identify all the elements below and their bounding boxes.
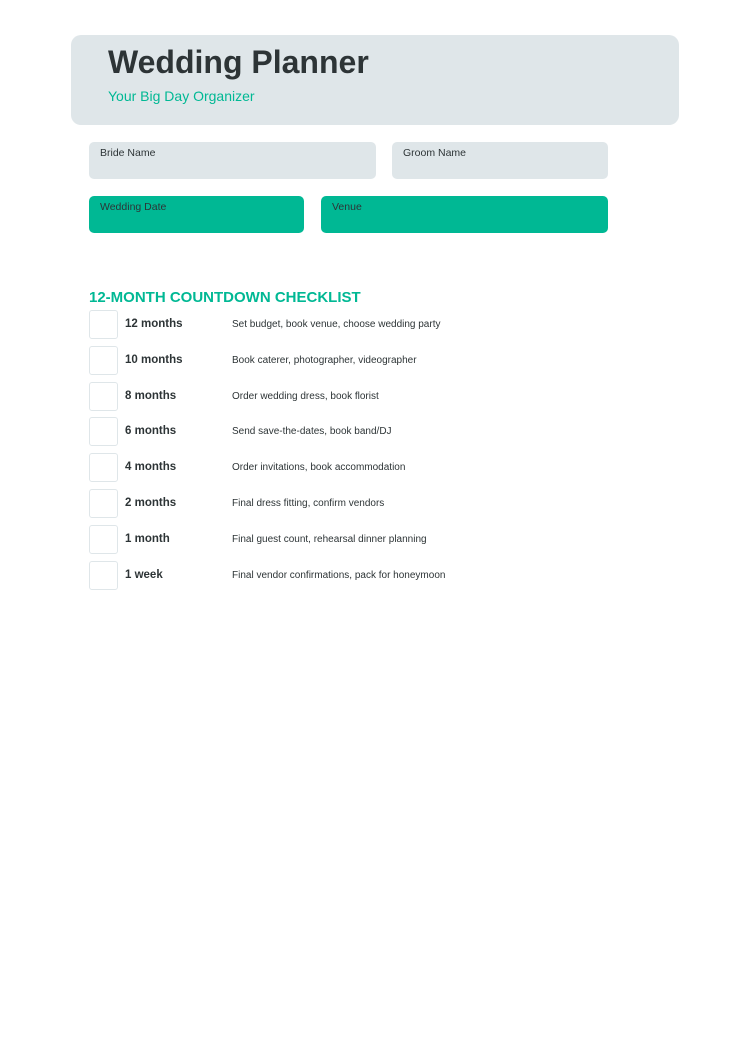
checklist-row xyxy=(89,561,649,597)
checklist-task: Final dress fitting, confirm vendors xyxy=(232,497,385,509)
header-banner xyxy=(71,35,679,125)
venue-field[interactable] xyxy=(321,196,608,233)
checklist-row xyxy=(89,489,649,525)
checklist-row xyxy=(89,525,649,561)
bride-name-label: Bride Name xyxy=(100,147,156,159)
checklist-checkbox[interactable] xyxy=(89,525,118,554)
wedding-date-label: Wedding Date xyxy=(100,201,167,213)
checklist-row xyxy=(89,417,649,453)
checklist-task: Set budget, book venue, choose wedding party xyxy=(232,319,441,330)
checklist-timeframe: 6 months xyxy=(125,425,177,438)
checklist-task: Book caterer, photographer, videographer xyxy=(232,354,417,366)
checklist-checkbox[interactable] xyxy=(89,453,118,482)
checklist-timeframe: 12 months xyxy=(125,318,183,330)
checklist-checkbox[interactable] xyxy=(89,417,118,446)
checklist-row xyxy=(89,310,649,346)
checklist-row xyxy=(89,382,649,418)
checklist-timeframe: 1 month xyxy=(125,532,170,545)
checklist-title: 12-MONTH COUNTDOWN CHECKLIST xyxy=(89,289,361,306)
checklist-task: Final guest count, rehearsal dinner planning xyxy=(232,533,427,545)
checklist-task: Order wedding dress, book florist xyxy=(232,390,379,402)
checklist-checkbox[interactable] xyxy=(89,310,118,339)
groom-name-field[interactable] xyxy=(392,142,608,179)
checklist-checkbox[interactable] xyxy=(89,382,118,411)
page-subtitle: Your Big Day Organizer xyxy=(108,88,255,104)
checklist-checkbox[interactable] xyxy=(89,489,118,518)
checklist-task: Order invitations, book accommodation xyxy=(232,462,406,474)
checklist-task: Final vendor confirmations, pack for honeymoon xyxy=(232,569,446,581)
checklist-timeframe: 1 week xyxy=(125,568,163,581)
checklist-timeframe: 8 months xyxy=(125,389,177,402)
bride-name-field[interactable] xyxy=(89,142,376,179)
checklist-timeframe: 2 months xyxy=(125,496,177,509)
page-title: Wedding Planner xyxy=(108,44,369,80)
checklist-task: Send save-the-dates, book band/DJ xyxy=(232,426,392,438)
checklist-timeframe: 10 months xyxy=(125,353,183,366)
checklist-checkbox[interactable] xyxy=(89,561,118,590)
checklist-checkbox[interactable] xyxy=(89,346,118,375)
wedding-date-field[interactable] xyxy=(89,196,304,233)
countdown-checklist xyxy=(89,310,649,596)
checklist-row xyxy=(89,346,649,382)
checklist-timeframe: 4 months xyxy=(125,461,177,474)
checklist-row xyxy=(89,453,649,489)
venue-label: Venue xyxy=(332,201,362,213)
groom-name-label: Groom Name xyxy=(403,147,467,159)
